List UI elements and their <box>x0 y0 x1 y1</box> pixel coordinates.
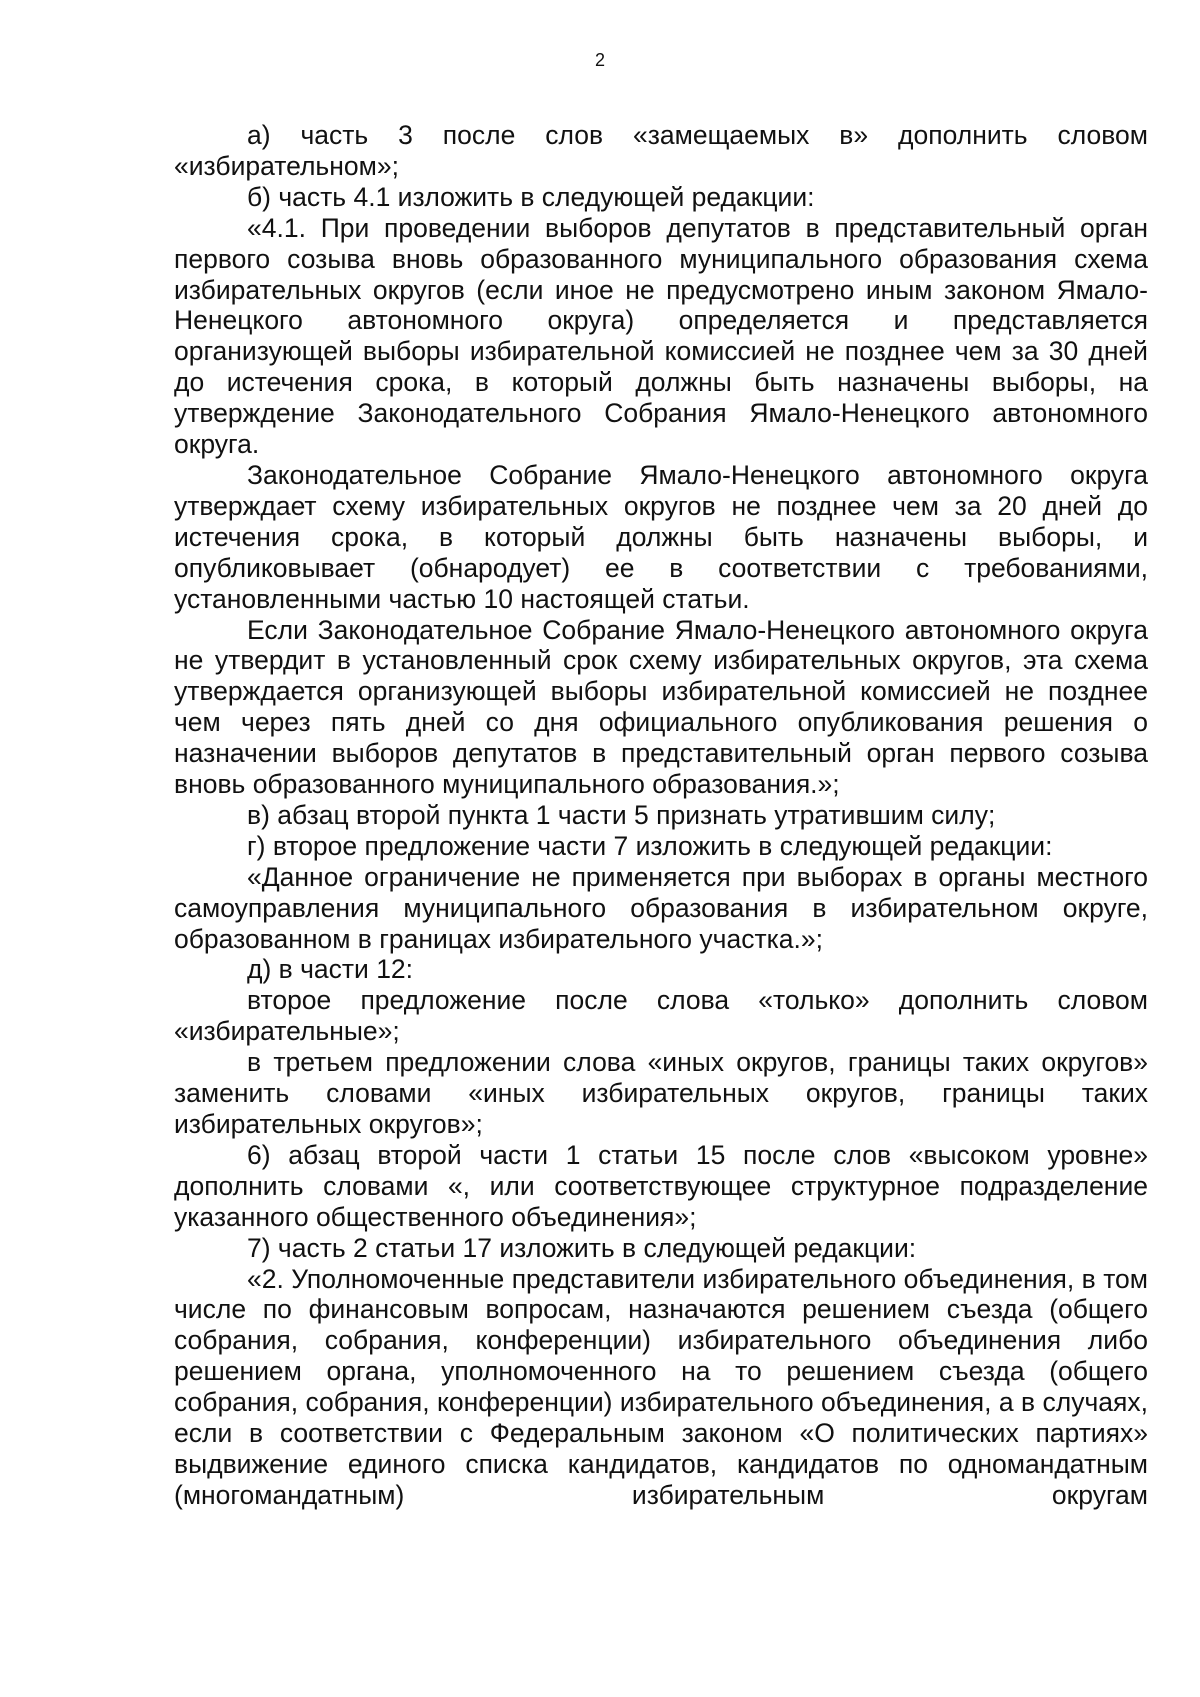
paragraph-part-4-1: «4.1. При проведении выборов депутатов в представительный орган первого созыва вновь образованного муниципального образования схема избирательных округов (если иное не предусмотрено иным законом Ямало-Ненецкого автономного округа) определяется и представляется организующей выборы избирательной комиссией не позднее чем за 30 дней до истечения срока, в который должны быть назначены выборы, на утверждение Законодательного Собрания Ямало-Ненецкого автономного округа. <box>174 212 1148 460</box>
paragraph-amendment-v: в) абзац второй пункта 1 части 5 признать утратившим силу; <box>247 799 996 830</box>
paragraph-second-sentence: второе предложение после слова «только» дополнить словом «избирательные»; <box>174 985 1148 1047</box>
paragraph-amendment-b: б) часть 4.1 изложить в следующей редакции: <box>247 181 815 212</box>
paragraph-amendment-6: 6) абзац второй части 1 статьи 15 после слов «высоком уровне» дополнить словами «, или соответствующее структурное подразделение указанного общественного объединения»; <box>174 1139 1148 1232</box>
paragraph-restriction: «Данное ограничение не применяется при выборах в органы местного самоуправления муниципального образования в избирательном округе, образованном в границах избирательного участка.»; <box>174 861 1148 954</box>
document-body <box>174 120 1148 1511</box>
paragraph-commission-approval: Если Законодательное Собрание Ямало-Ненецкого автономного округа не утвердит в установленный срок схему избирательных округов, эта схема утверждается организующей выборы избирательной комиссией не позднее чем через пять дней со дня официального опубликования решения о назначении выборов депутатов в представительный орган первого созыва вновь образованного муниципального образования.»; <box>174 614 1148 800</box>
paragraph-third-sentence: в третьем предложении слова «иных округов, границы таких округов» заменить словами «иных избирательных округов, границы таких избирательных округов»; <box>174 1047 1148 1139</box>
paragraph-assembly-approval: Законодательное Собрание Ямало-Ненецкого автономного округа утверждает схему избирательных округов не позднее чем за 20 дней до истечения срока, в который должны быть назначены выборы, и опубликовывает (обнародует) ее в соответствии с требованиями, установленными частью 10 настоящей статьи. <box>174 459 1148 614</box>
paragraph-amendment-g: г) второе предложение части 7 изложить в следующей редакции: <box>247 830 1053 861</box>
paragraph-amendment-d: д) в части 12: <box>247 954 414 985</box>
paragraph-amendment-a: а) часть 3 после слов «замещаемых в» дополнить словом «избирательном»; <box>174 120 1148 181</box>
paragraph-amendment-7: 7) часть 2 статьи 17 изложить в следующей редакции: <box>247 1232 917 1263</box>
paragraph-authorized-representatives: «2. Уполномоченные представители избирательного объединения, в том числе по финансовым вопросам, назначаются решением съезда (общего собрания, собрания, конференции) избирательного объединения либо решением органа, уполномоченного на то решением съезда (общего собрания, собрания, конференции) избирательного объединения, а в случаях, если в соответствии с Федеральным законом «О политических партиях» выдвижение единого списка кандидатов, кандидатов по одномандатным (многомандатным) избирательным округам <box>174 1263 1148 1510</box>
page-number: 2 <box>594 50 605 70</box>
